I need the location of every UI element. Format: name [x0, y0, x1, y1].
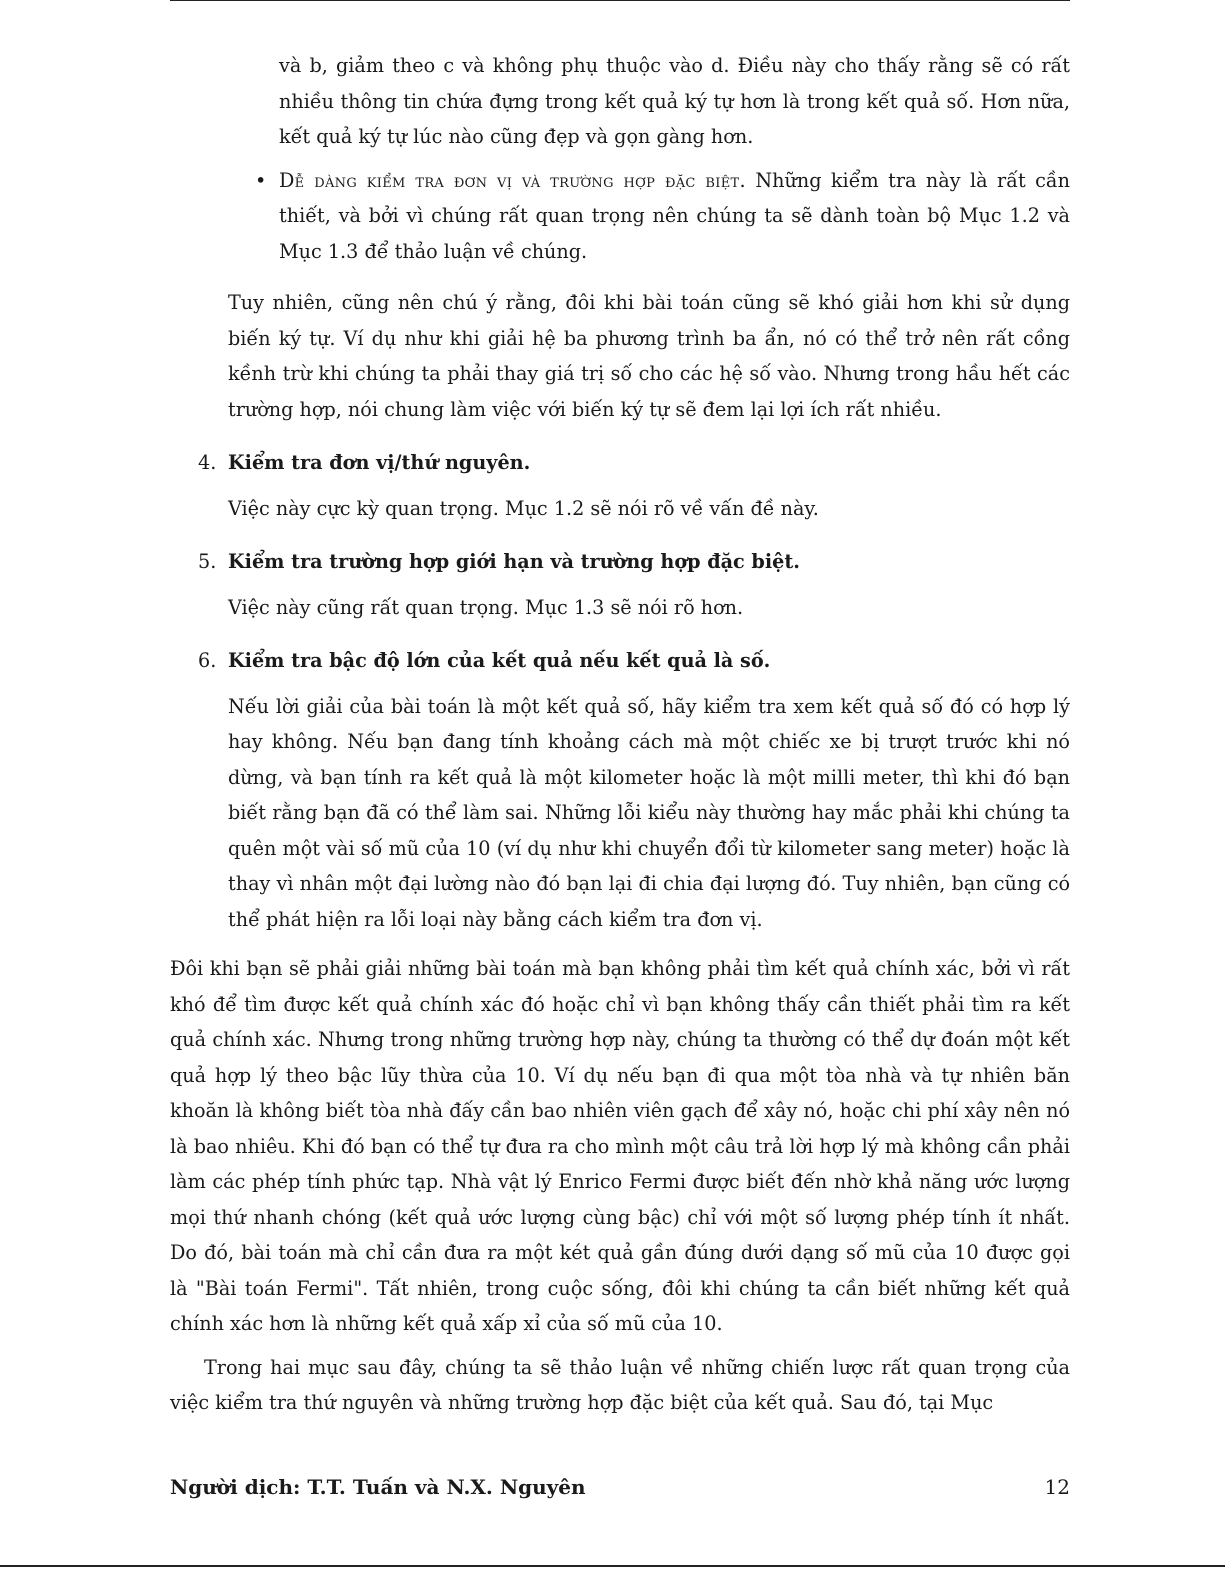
item-6-body: Nếu lời giải của bài toán là một kết quả số, hãy kiểm tra xem kết quả số đó có hợp lý hay không. Nếu bạn đang tính khoảng cách mà một chiếc xe bị trượt trước khi nó dừng, và bạn tính ra kết quả là một kilometer hoặc là một milli meter, thì khi đó bạn biết rằng bạn đã có thể làm sai. Những lỗi kiểu này thường hay mắc phải khi chúng ta quên một vài số mũ của 10 (ví dụ như khi chuyển đổi từ kilometer sang meter) hoặc là thay vì nhân một đại lường nào đó bạn lại đi chia đại lượng đó. Tuy nhiên, bạn cũng có thể phát hiện ra lỗi loại này bằng cách kiểm tra đơn vị. — [228, 694, 1070, 931]
bullet-marker: • — [255, 168, 267, 192]
top-rule — [170, 0, 1070, 1]
bullet-text: Những kiểm tra này là rất cần thiết, và bởi vì chúng rất quan trọng nên chúng ta sẽ dành toàn bộ Mục 1.2 và Mục 1.3 để thảo luận về chúng. — [279, 168, 1070, 263]
item-4-title: Kiểm tra đơn vị/thứ nguyên. — [228, 451, 531, 474]
final-paragraph: Trong hai mục sau đây, chúng ta sẽ thảo luận về những chiến lược rất quan trọng của việc kiểm tra thứ nguyên và những trường hợp đặc biệt của kết quả. Sau đó, tại Mục — [170, 1355, 1070, 1414]
intro-continuation: và b, giảm theo c và không phụ thuộc vào d. Điều này cho thấy rằng sẽ có rất nhiều thông tin chứa đựng trong kết quả ký tự hơn là trong kết quả số. Hơn nữa, kết quả ký tự lúc nào cũng đẹp và gọn gàng hơn. — [279, 54, 1070, 148]
bullet-heading: Dễ dàng kiểm tra đơn vị và trường hợp đặc biệt. — [279, 168, 746, 192]
bottom-rule — [0, 1565, 1225, 1567]
item-4-body: Việc này cực kỳ quan trọng. Mục 1.2 sẽ nói rõ về vấn đề này. — [228, 496, 819, 520]
item-6-heading — [198, 643, 1070, 679]
bullet-item — [255, 163, 1070, 270]
item-4-heading — [198, 445, 1070, 481]
item-5-heading — [198, 544, 1070, 580]
item-6-number: 6. — [198, 649, 217, 672]
item-5-title: Kiểm tra trường hợp giới hạn và trường hợp đặc biệt. — [228, 550, 800, 573]
translator-credit: Người dịch: T.T. Tuấn và N.X. Nguyên — [170, 1475, 586, 1499]
item-5-body: Việc này cũng rất quan trọng. Mục 1.3 sẽ nói rõ hơn. — [228, 595, 744, 619]
item-4-number: 4. — [198, 451, 217, 474]
page-footer — [170, 1475, 1070, 1499]
however-paragraph: Tuy nhiên, cũng nên chú ý rằng, đôi khi bài toán cũng sẽ khó giải hơn khi sử dụng biến ký tự. Ví dụ như khi giải hệ ba phương trình ba ẩn, nó có thể trở nên rất cồng kềnh trừ khi chúng ta phải thay giá trị số cho các hệ số vào. Nhưng trong hầu hết các trường hợp, nói chung làm việc với biến ký tự sẽ đem lại lợi ích rất nhiều. — [228, 291, 1070, 421]
fermi-paragraph: Đôi khi bạn sẽ phải giải những bài toán mà bạn không phải tìm kết quả chính xác, bởi vì rất khó để tìm được kết quả chính xác đó hoặc chỉ vì bạn không thấy cần thiết phải tìm ra kết quả chính xác. Nhưng trong những trường hợp này, chúng ta thường có thể dự đoán một kết quả hợp lý theo bậc lũy thừa của 10. Ví dụ nếu bạn đi qua một tòa nhà và tự nhiên băn khoăn là không biết tòa nhà đấy cần bao nhiên viên gạch để xây nó, hoặc chi phí xây nên nó là bao nhiêu. Khi đó bạn có thể tự đưa ra cho mình một câu trả lời hợp lý mà không cần phải làm các phép tính phức tạp. Nhà vật lý Enrico Fermi được biết đến nhờ khả năng ước lượng mọi thứ nhanh chóng (kết quả ước lượng cùng bậc) chỉ với một số lượng phép tính ít nhất. Do đó, bài toán mà chỉ cần đưa ra một két quả gần đúng dưới dạng số mũ của 10 được gọi là "Bài toán Fermi". Tất nhiên, trong cuộc sống, đôi khi chúng ta cần biết những kết quả chính xác hơn là những kết quả xấp xỉ của số mũ của 10. — [170, 957, 1070, 1335]
page-number: 12 — [1044, 1475, 1070, 1499]
item-5-number: 5. — [198, 550, 217, 573]
page-body — [170, 48, 1070, 1421]
item-6-title: Kiểm tra bậc độ lớn của kết quả nếu kết quả là số. — [228, 649, 771, 672]
